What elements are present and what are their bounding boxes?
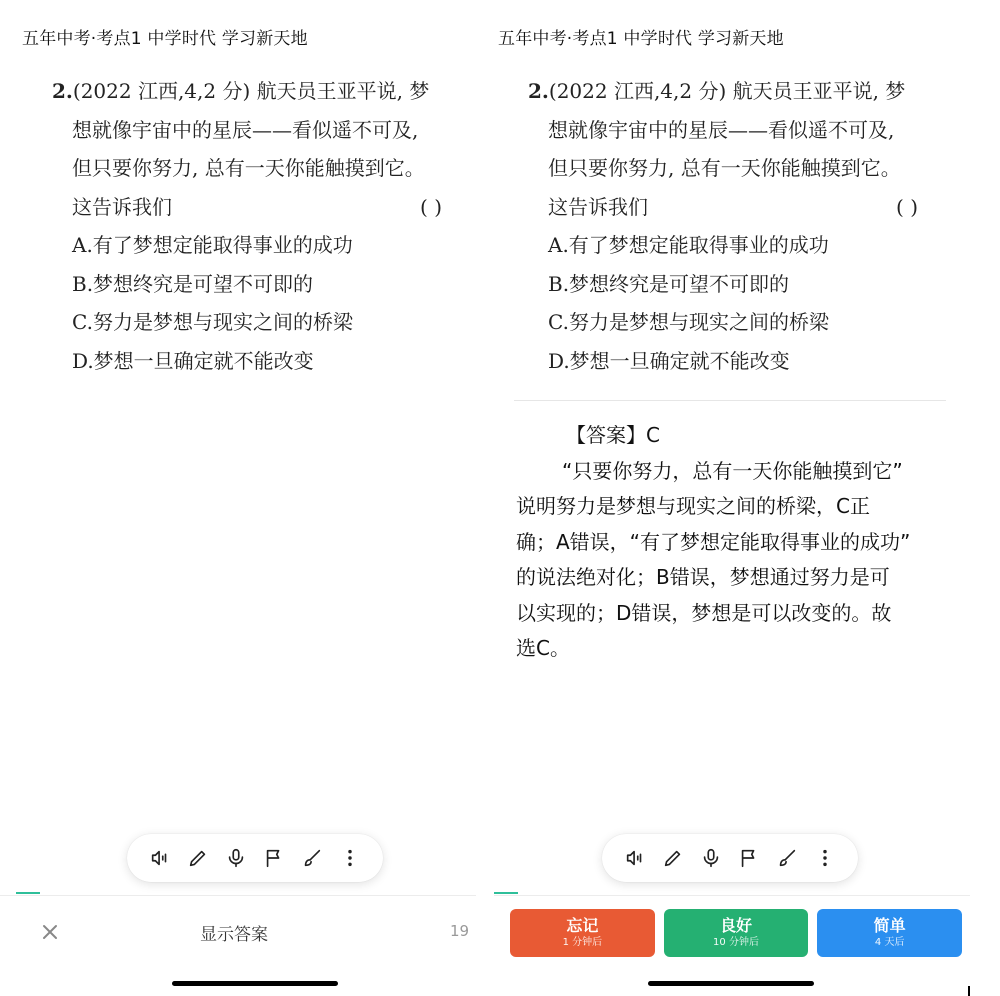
grade-easy-label: 简单 — [873, 916, 906, 935]
question-line-4 — [528, 188, 918, 227]
pencil-icon[interactable] — [660, 845, 686, 871]
grade-again-button[interactable] — [510, 909, 655, 957]
deck-title: 五年中考·考点1 中学时代 学习新天地 — [22, 29, 308, 49]
grade-good-button[interactable] — [664, 909, 809, 957]
grade-good-interval: 10 分钟后 — [713, 937, 759, 948]
grade-again-label: 忘记 — [566, 916, 599, 935]
option-b: B.梦想终究是可望不可即的 — [72, 271, 314, 296]
question-line-4 — [52, 188, 442, 227]
option-c: C.努力是梦想与现实之间的桥梁 — [72, 310, 353, 334]
answer-explanation — [516, 418, 946, 667]
home-indicator — [172, 981, 338, 986]
explanation-line-6: 选C。 — [516, 636, 570, 660]
explanation-line-4: 的说法绝对化；B错误，梦想通过努力是可 — [516, 565, 890, 589]
brush-icon[interactable] — [774, 845, 800, 871]
flag-icon[interactable] — [736, 845, 762, 871]
bottom-divider — [494, 895, 970, 896]
speaker-icon[interactable] — [147, 845, 173, 871]
grade-buttons — [510, 909, 962, 957]
question-number: 2. — [52, 79, 73, 103]
option-a: A.有了梦想定能取得事业的成功 — [72, 233, 353, 257]
answer-blank: ( ) — [420, 194, 442, 219]
question-line-1 — [52, 72, 472, 111]
answer-divider — [514, 400, 946, 401]
explanation-line-2: 说明努力是梦想与现实之间的桥梁，C正 — [516, 494, 870, 518]
brush-icon[interactable] — [299, 845, 325, 871]
question-line-2: 想就像宇宙中的星辰——看似遥不可及, — [72, 117, 419, 142]
close-icon[interactable] — [40, 922, 60, 942]
option-d: D.梦想一旦确定就不能改变 — [72, 348, 314, 373]
grade-good-label: 良好 — [720, 916, 753, 935]
progress-indicator — [16, 892, 40, 894]
deck-title: 五年中考·考点1 中学时代 学习新天地 — [498, 29, 784, 49]
answer-header: 【答案】C — [566, 423, 660, 447]
speaker-icon[interactable] — [622, 845, 648, 871]
grade-easy-interval: 4 天后 — [874, 937, 905, 948]
question-text-1: (2022 江西,4,2 分) 航天员王亚平说, 梦 — [72, 79, 430, 103]
question-line-3: 但只要你努力, 总有一天你能触摸到它。 — [548, 156, 901, 180]
option-a: A.有了梦想定能取得事业的成功 — [548, 233, 829, 257]
more-icon[interactable] — [812, 845, 838, 871]
option-b: B.梦想终究是可望不可即的 — [548, 271, 790, 296]
question-number: 2. — [528, 79, 549, 103]
answer-blank: ( ) — [896, 194, 918, 219]
question-card — [528, 72, 948, 380]
microphone-icon[interactable] — [698, 845, 724, 871]
pencil-icon[interactable] — [185, 845, 211, 871]
grade-easy-button[interactable] — [817, 909, 962, 957]
bottom-bar — [0, 896, 476, 972]
question-card — [52, 72, 472, 380]
edge-mark — [968, 986, 970, 996]
microphone-icon[interactable] — [223, 845, 249, 871]
question-line-2: 想就像宇宙中的星辰——看似遥不可及, — [548, 117, 895, 142]
answer-screen — [500, 0, 976, 996]
card-toolbar — [602, 834, 858, 882]
question-text-1: (2022 江西,4,2 分) 航天员王亚平说, 梦 — [548, 79, 906, 103]
explanation-line-5: 以实现的；D错误，梦想是可以改变的。故 — [516, 600, 892, 625]
home-indicator — [648, 981, 814, 986]
option-c: C.努力是梦想与现实之间的桥梁 — [548, 310, 829, 334]
show-answer-button[interactable]: 显示答案 — [200, 925, 268, 945]
grade-again-interval: 1 分钟后 — [562, 937, 603, 948]
progress-indicator — [494, 892, 518, 894]
remaining-count: 19 — [450, 922, 470, 940]
explanation-line-3: 确；A错误，“有了梦想定能取得事业的成功” — [516, 529, 911, 554]
question-prompt: 这告诉我们 — [72, 194, 172, 219]
question-line-1 — [528, 72, 948, 111]
question-prompt: 这告诉我们 — [548, 194, 648, 219]
card-toolbar — [127, 834, 383, 882]
question-line-3: 但只要你努力, 总有一天你能触摸到它。 — [72, 156, 425, 180]
option-d: D.梦想一旦确定就不能改变 — [548, 348, 790, 373]
question-screen — [0, 0, 476, 996]
flag-icon[interactable] — [261, 845, 287, 871]
explanation-line-1: “只要你努力，总有一天你能触摸到它” — [562, 458, 903, 483]
more-icon[interactable] — [337, 845, 363, 871]
